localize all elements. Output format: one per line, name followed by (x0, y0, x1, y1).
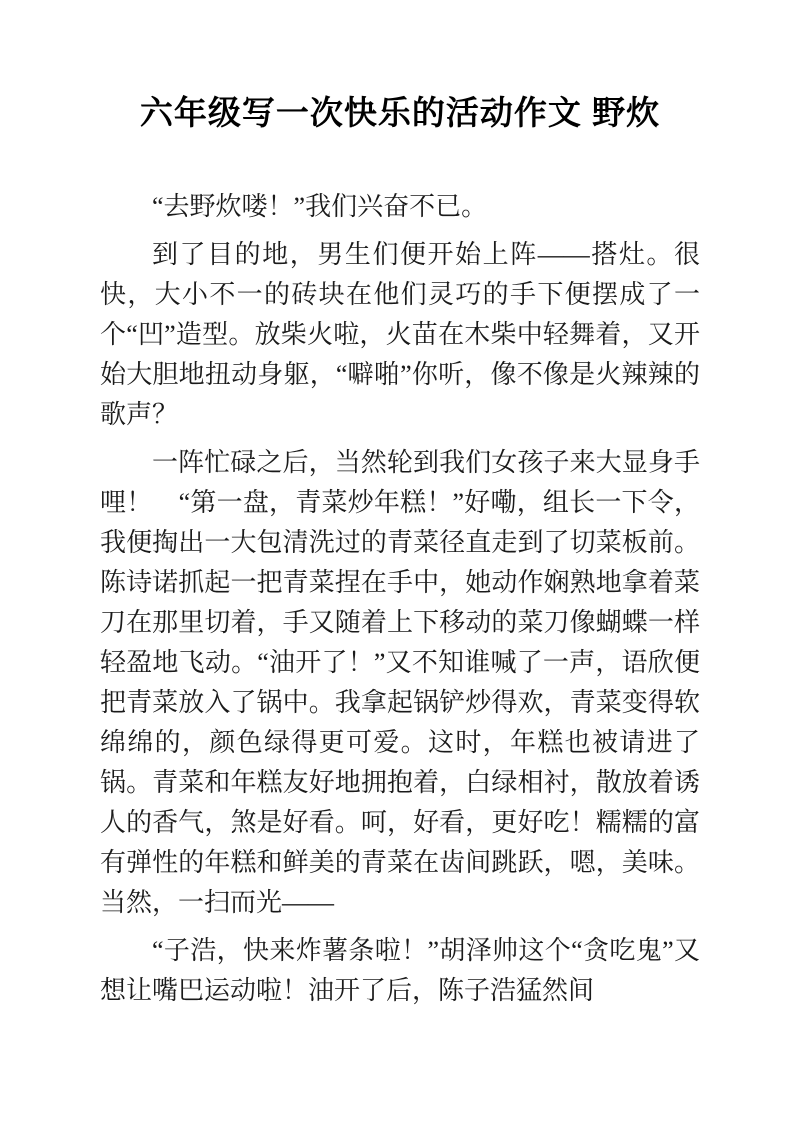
paragraph: “子浩，快来炸薯条啦！”胡泽帅这个“贪吃鬼”又想让嘴巴运动啦！油开了后，陈子浩猛然间 (100, 935, 700, 1005)
paragraph: 一阵忙碌之后，当然轮到我们女孩子来大显身手哩！ “第一盘，青菜炒年糕！”好嘞，组长一下令，我便掏出一大包清洗过的青菜径直走到了切菜板前。陈诗诺抓起一把青菜捏在手中，她动作娴熟地拿着菜刀在那里切着，手又随着上下移动的菜刀像蝴蝶一样轻盈地飞动。“油开了！”又不知谁喊了一声，语欣便把青菜放入了锅中。我拿起锅铲炒得欢，青菜变得软绵绵的，颜色绿得更可爱。这时，年糕也被请进了锅。青菜和年糕友好地拥抱着，白绿相衬，散放着诱人的香气，煞是好看。呵，好看，更好吃！糯糯的富有弹性的年糕和鲜美的青菜在齿间跳跃，嗯，美味。当然，一扫而光—— (100, 447, 700, 917)
document-page (100, 0, 700, 1011)
paragraph: “去野炊喽！”我们兴奋不已。 (152, 191, 488, 221)
paragraph: 到了目的地，男生们便开始上阵——搭灶。很快，大小不一的砖块在他们灵巧的手下便摆成了一个“凹”造型。放柴火啦，火苗在木柴中轻舞着，又开始大胆地扭动身躯，“噼啪”你听，像不像是火辣辣的歌声？ (100, 239, 700, 429)
page-title: 六年级写一次快乐的活动作文 野炊 (139, 94, 661, 131)
document-body (100, 187, 700, 1011)
